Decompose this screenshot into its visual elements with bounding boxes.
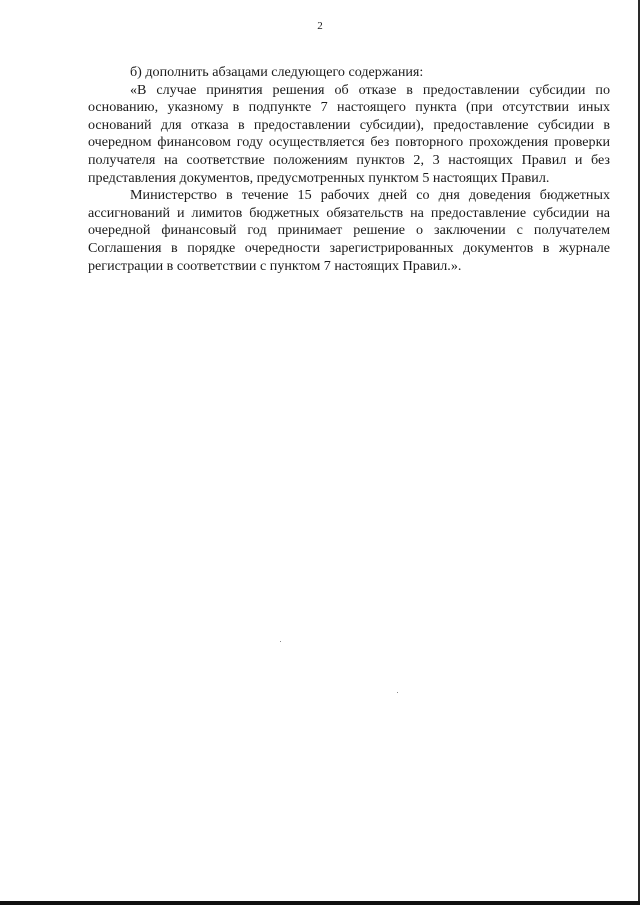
paragraph-intro: б) дополнить абзацами следующего содержания: [130,64,424,80]
scan-speck [397,692,398,693]
scan-speck [280,641,281,642]
paragraph-refusal-case: «В случае принятия решения об отказе в предоставлении субсидии по основанию, указному в подпункте 7 настоящего пункта (при отсутствии иных оснований для отказа в предоставлении субсидии), предоставление субсидии в очередном финансовом году осуществляется без повторного прохождения проверки получателя на соответствие положениям пунктов 2, 3 настоящих Правил и без представления документов, предусмотренных пунктом 5 настоящих Правил. [88,81,610,186]
scan-edge-bottom [0,901,640,905]
page-number: 2 [317,20,323,32]
document-body [88,64,610,275]
paragraph-ministry-decision: Министерство в течение 15 рабочих дней со дня доведения бюджетных ассигнований и лимитов бюджетных обязательств на предоставление субсидии на очередной финансовый год принимает решение о заключении с получателем Соглашения в порядке очередности зарегистрированных документов в журнале регистрации в соответствии с пунктом 7 настоящих Правил.». [88,187,610,274]
